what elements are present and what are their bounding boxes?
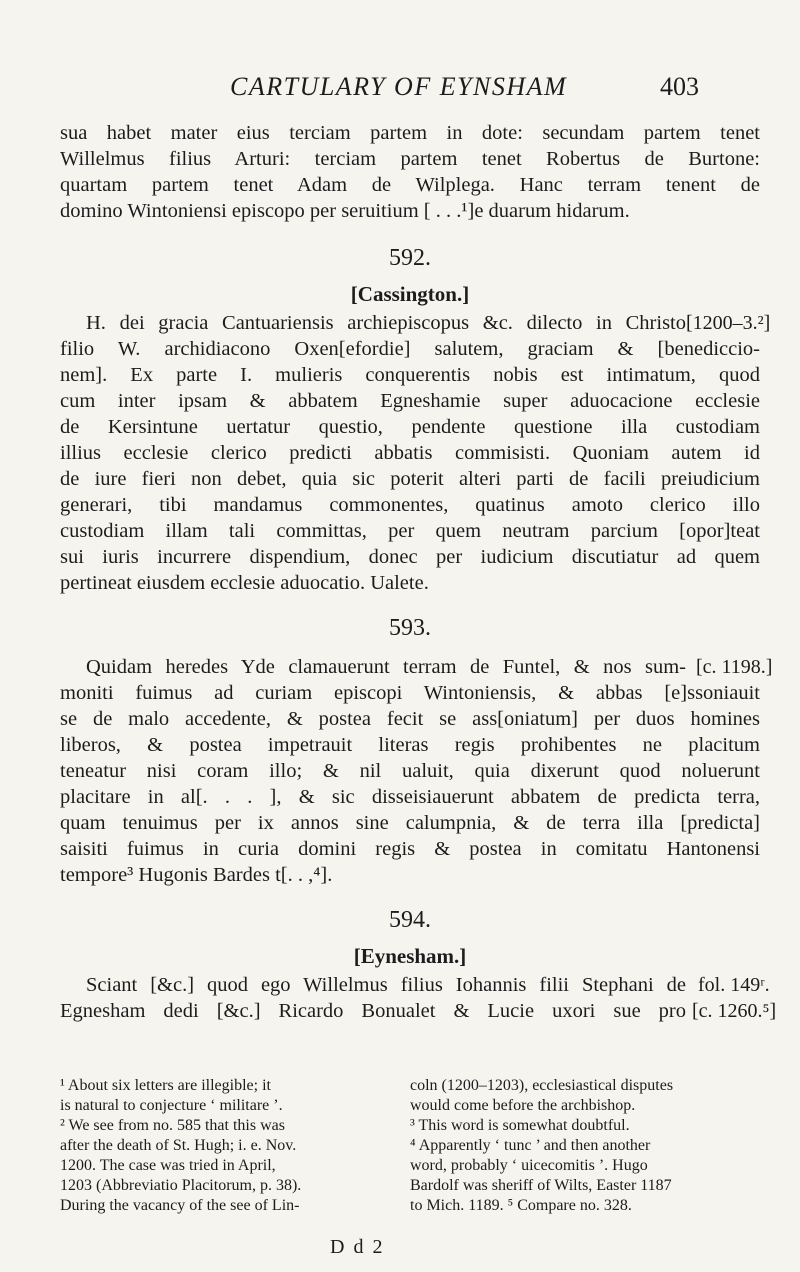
footnotes-right-column <box>410 1076 748 1216</box>
entry-place: [Eynesham.] <box>353 944 467 968</box>
text-line: tempore³ Hugonis Bardes t[. . ,⁴]. <box>60 864 333 886</box>
text-line: filio W. archidiacono Oxen[efordie] salutem, graciam & [benediccio- <box>60 338 760 360</box>
text-line: pertineat eiusdem ecclesie aduocatio. Ualete. <box>60 572 429 594</box>
text-line: saisiti fuimus in curia domini regis & postea in comitatu Hantonensi <box>60 838 760 860</box>
page-number: 403 <box>660 72 699 101</box>
running-title: CARTULARY OF EYNSHAM <box>230 72 568 101</box>
text-line: Willelmus filius Arturi: terciam partem tenet Robertus de Burtone: <box>60 148 760 170</box>
text-line: se de malo accedente, & postea fecit se ass[oniatum] per duos homines <box>60 708 760 730</box>
footnote-line: ³ This word is somewhat doubtful. <box>410 1117 630 1134</box>
text-line: placitare in al[. . . ], & sic disseisiauerunt abbatem de predicta terra, <box>60 786 760 808</box>
margin-folio: fol. 149ʳ. <box>698 974 770 996</box>
text-line: de Kersintune uertatur questio, pendente questione illa custodiam <box>60 416 760 438</box>
footnote-line: 1203 (Abbreviatio Placitorum, p. 38). <box>60 1177 302 1194</box>
text-line: cum inter ipsam & abbatem Egneshamie super aduocacione ecclesie <box>60 390 760 412</box>
footnote-line: Bardolf was sheriff of Wilts, Easter 1187 <box>410 1177 672 1194</box>
text-line: de iure fieri non debet, quia sic poterit alteri parti de facili preiudicium <box>60 468 760 490</box>
footnote-line: During the vacancy of the see of Lin- <box>60 1197 300 1214</box>
text-line: domino Wintoniensi episcopo per seruitium [ . . .¹]e duarum hidarum. <box>60 200 630 222</box>
text-line: sui iuris incurrere dispendium, donec per iudicium discutiatur ad quem <box>60 546 760 568</box>
main-text <box>60 120 777 1024</box>
running-head <box>0 72 800 106</box>
footnote-line: ⁴ Apparently ‘ tunc ’ and then another <box>410 1137 651 1154</box>
text-line: moniti fuimus ad curiam episcopi Wintoniensis, & abbas [e]ssoniauit <box>60 682 760 704</box>
footnote-line: ¹ About six letters are illegible; it <box>60 1077 271 1094</box>
text-line: quam tenuimus per ix annos sine calumpnia, & de terra illa [predicta] <box>60 812 760 834</box>
text-line: Quidam heredes Yde clamauerunt terram de Funtel, & nos sum- [c. 1198.] <box>86 656 773 678</box>
text-line: illius ecclesie clerico predicti abbatis commisisti. Quoniam autem id <box>60 442 760 464</box>
signature-mark: D d 2 <box>330 1236 385 1258</box>
footnote-line: to Mich. 1189. ⁵ Compare no. 328. <box>410 1197 632 1214</box>
footnote-line: would come before the archbishop. <box>410 1097 636 1114</box>
text-line: sua habet mater eius terciam partem in dote: secundam partem tenet <box>60 122 760 144</box>
footnotes-left-column <box>60 1076 398 1216</box>
footnote-line: word, probably ‘ uicecomitis ’. Hugo <box>410 1157 648 1174</box>
footnote-line: is natural to conjecture ‘ militare ’. <box>60 1097 283 1114</box>
entry-number: 593. <box>389 615 431 641</box>
margin-date: [1200–3.²] <box>686 312 771 334</box>
text-line: H. dei gracia Cantuariensis archiepiscopus &c. dilecto in Christo [1200–3.²] <box>86 312 771 334</box>
text-line: custodiam illam tali committas, per quem neutram parcium [opor]teat <box>60 520 760 542</box>
text-line: Sciant [&c.] quod ego Willelmus filius Iohannis filii Stephani de fol. 149ʳ. <box>86 974 770 996</box>
entry-number: 592. <box>389 245 431 271</box>
entry-number: 594. <box>389 907 431 933</box>
text-line: quartam partem tenet Adam de Wilplega. Hanc terram tenent de <box>60 174 760 196</box>
text-line: nem]. Ex parte I. mulieris conquerentis nobis est intimatum, quod <box>60 364 760 386</box>
entry-place: [Cassington.] <box>350 282 470 306</box>
text-line: liberos, & postea impetrauit literas regis prohibentes ne placitum <box>60 734 760 756</box>
text-line: generari, tibi mandamus commonentes, quatinus amoto clerico illo <box>60 494 760 516</box>
footnote-line: 1200. The case was tried in April, <box>60 1157 276 1174</box>
footnote-line: coln (1200–1203), ecclesiastical disputes <box>410 1077 674 1094</box>
text-line: teneatur nisi coram illo; & nil ualuit, quia dixerunt quod noluerunt <box>60 760 760 782</box>
margin-date: [c. 1260.⁵] <box>692 1000 777 1022</box>
margin-date: [c. 1198.] <box>696 656 773 678</box>
footnote-line: ² We see from no. 585 that this was <box>60 1117 285 1134</box>
text-line: Egnesham dedi [&c.] Ricardo Bonualet & Lucie uxori sue pro [c. 1260.⁵] <box>60 1000 777 1022</box>
footnote-line: after the death of St. Hugh; i. e. Nov. <box>60 1137 297 1154</box>
